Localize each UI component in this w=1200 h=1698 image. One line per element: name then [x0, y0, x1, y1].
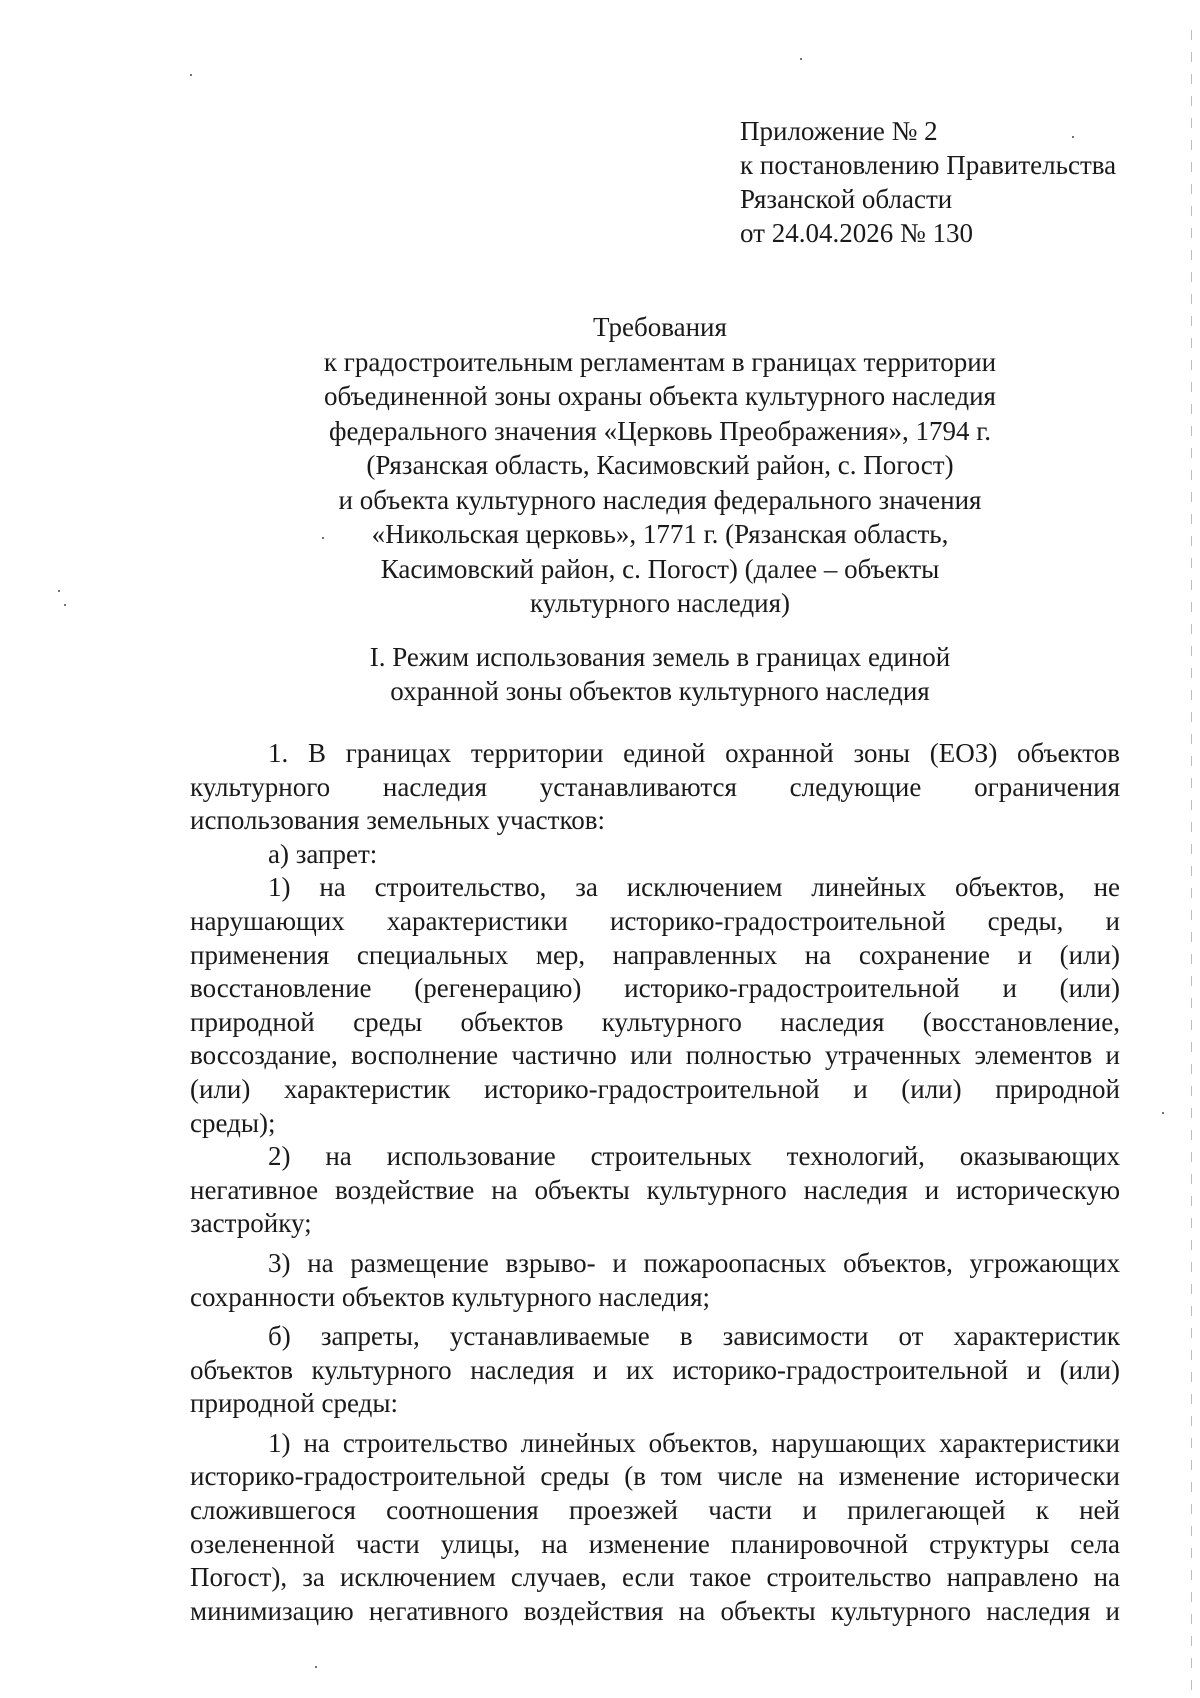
scan-speck	[58, 590, 60, 592]
item-b1-line: 1) на строительство линейных объектов, нарушающих характеристики	[268, 1427, 1120, 1458]
section-heading-line: I. Режим использования земель в границах единой	[369, 642, 951, 672]
item-a1-line: нарушающих характеристики историко-градостроительной среды, и	[190, 905, 1120, 936]
item-a1-line: среды);	[190, 1107, 276, 1138]
item-a1-line: воссоздание, восполнение частично или полностью утраченных элементов и	[190, 1040, 1120, 1071]
section-heading-line: охранной зоны объектов культурного наследия	[390, 676, 930, 706]
document-body	[190, 737, 1120, 1628]
title-line: федерального значения «Церковь Преображения», 1794 г.	[329, 415, 991, 446]
title-line: Касимовский район, с. Погост) (далее – объекты	[380, 553, 940, 584]
document-title	[190, 310, 1130, 621]
title-line: (Рязанская область, Касимовский район, с. Погост)	[366, 450, 954, 480]
paragraph-1-line: культурного наследия устанавливаются следующие ограничения	[190, 771, 1120, 802]
item-b-line: б) запреты, устанавливаемые в зависимости от характеристик	[268, 1321, 1120, 1352]
item-b1-line: историко-градостроительной среды (в том числе на изменение исторически	[190, 1461, 1120, 1492]
item-a1-line: (или) характеристик историко-градостроительной и (или) природной	[190, 1073, 1120, 1104]
scan-speck	[64, 604, 66, 606]
title-line: к градостроительным регламентам в границах территории	[323, 346, 997, 377]
item-b1-line: озелененной части улицы, на изменение планировочной структуры села	[190, 1528, 1120, 1559]
item-b-line: природной среды:	[190, 1388, 398, 1419]
item-a1-line: 1) на строительство, за исключением линейных объектов, не	[268, 872, 1120, 903]
title-line: культурного наследия)	[530, 588, 790, 618]
item-b1-line: минимизацию негативного воздействия на объекты культурного наследия и	[190, 1595, 1120, 1626]
annex-header	[740, 114, 1116, 250]
scan-speck	[1162, 1112, 1164, 1114]
annex-region: Рязанской области	[740, 184, 953, 214]
title-line: «Никольская церковь», 1771 г. (Рязанская область,	[371, 519, 949, 549]
item-b1-line: Погост), за исключением случаев, если такое строительство направлено на	[190, 1562, 1120, 1593]
paragraph-1-line: использования земельных участков:	[190, 805, 605, 836]
title-line: объединенной зоны охраны объекта культурного наследия	[324, 381, 996, 411]
item-a2-line: негативное воздействие на объекты культурного наследия и историческую	[190, 1174, 1120, 1205]
item-a-heading: а) запрет:	[268, 838, 378, 869]
item-a2-line: застройку;	[190, 1208, 312, 1239]
item-a1-line: применения специальных мер, направленных на сохранение и (или)	[190, 939, 1120, 970]
title-line: Требования	[593, 312, 727, 342]
item-a3-line: 3) на размещение взрыво- и пожароопасных объектов, угрожающих	[268, 1247, 1120, 1278]
item-a2-line: 2) на использование строительных технологий, оказывающих	[268, 1141, 1120, 1172]
item-b-line: объектов культурного наследия и их историко-градостроительной и (или)	[190, 1354, 1120, 1385]
section-heading	[190, 640, 1130, 708]
scan-speck	[800, 58, 802, 60]
title-line: и объекта культурного наследия федерального значения	[338, 484, 982, 515]
paragraph-1-line: 1. В границах территории единой охранной зоны (ЕОЗ) объектов	[268, 738, 1120, 768]
item-a3-line: сохранности объектов культурного наследия;	[190, 1281, 711, 1312]
item-b1-line: сложившегося соотношения проезжей части и прилегающей к ней	[190, 1495, 1120, 1526]
item-a1-line: природной среды объектов культурного наследия (восстановление,	[190, 1006, 1120, 1037]
item-a1-line: восстановление (регенерацию) историко-градостроительной и (или)	[190, 973, 1120, 1004]
annex-to-resolution: к постановлению Правительства	[740, 150, 1117, 180]
annex-date-number: от 24.04.2026 № 130	[740, 218, 973, 248]
scan-speck	[190, 74, 192, 76]
scan-edge-line	[1191, 30, 1192, 1690]
annex-number: Приложение № 2	[740, 116, 938, 146]
scan-speck	[315, 1666, 317, 1668]
